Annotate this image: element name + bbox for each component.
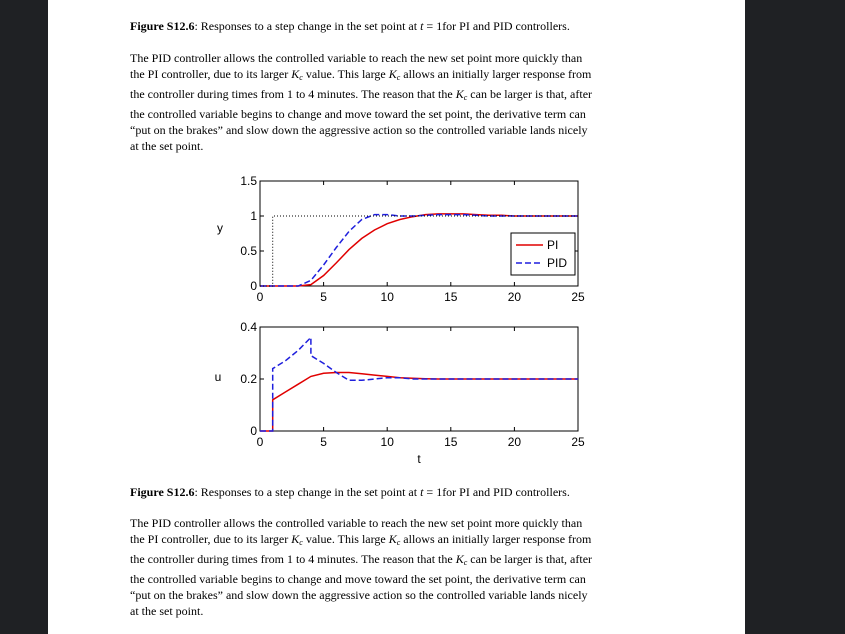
- caption-tail: = 1for PI and PID controllers.: [423, 485, 570, 499]
- figure-caption-bottom: [130, 484, 700, 500]
- y-tick-label: 0.2: [240, 372, 257, 386]
- gain-sub: c: [396, 73, 401, 82]
- legend-label-pid: PID: [547, 256, 568, 270]
- caption-variable: t: [420, 19, 424, 33]
- para-line: the controlled variable begins to change and move toward the set point, the derivative term can: [130, 572, 586, 586]
- caption-variable: t: [420, 485, 424, 499]
- para-text: the PI controller, due to its larger: [130, 67, 292, 81]
- para-line: The PID controller allows the controlled variable to reach the new set point more quickly than: [130, 516, 583, 530]
- gain-sub: c: [396, 538, 401, 547]
- para-line: The PID controller allows the controlled variable to reach the new set point more quickly than: [130, 51, 583, 65]
- para-text: allows an initially larger response from: [400, 67, 592, 81]
- x-tick-label: 25: [571, 290, 585, 304]
- legend-label-pi: PI: [547, 238, 559, 252]
- para-text: the controller during times from 1 to 4 minutes. The reason that the: [130, 87, 456, 101]
- gain-k: K: [388, 532, 397, 546]
- gain-k: K: [291, 532, 300, 546]
- y-axis-label: y: [217, 221, 223, 235]
- para-text: allows an initially larger response from: [400, 532, 592, 546]
- gain-symbol: [389, 532, 401, 546]
- gain-k: K: [388, 67, 397, 81]
- para-line: “put on the brakes” and slow down the aggressive action so the controlled variable lands nicely: [130, 123, 588, 137]
- x-tick-label: 5: [320, 290, 327, 304]
- caption-tail: = 1for PI and PID controllers.: [423, 19, 570, 33]
- figure-label: Figure S12.6: [130, 485, 195, 499]
- figure: [48, 0, 745, 480]
- caption-text: : Responses to a step change in the set point at: [194, 19, 421, 33]
- para-text: value. This large: [302, 67, 389, 81]
- y-tick-label: 0: [250, 424, 257, 438]
- para-line: [130, 551, 670, 571]
- y-axis-label: u: [214, 370, 222, 384]
- y-tick-label: 0: [250, 279, 257, 293]
- para-line: [130, 531, 670, 551]
- gain-k: K: [455, 552, 464, 566]
- chart-y-response: [217, 174, 585, 304]
- gain-sub: c: [463, 558, 468, 567]
- x-tick-label: 15: [444, 290, 458, 304]
- x-tick-label: 5: [320, 435, 327, 449]
- y-tick-label: 1: [250, 209, 257, 223]
- y-tick-label: 1.5: [240, 174, 257, 188]
- x-tick-label: 0: [256, 435, 264, 449]
- y-tick-label: 0.5: [240, 244, 257, 258]
- y-tick-label: 0.4: [240, 320, 257, 334]
- gain-k: K: [291, 67, 300, 81]
- para-text: the PI controller, due to its larger: [130, 532, 292, 546]
- x-tick-label: 25: [571, 435, 585, 449]
- para-text: can be larger is that, after: [467, 552, 593, 566]
- para-text: can be larger is that, after: [467, 87, 593, 101]
- gain-sub: c: [463, 93, 468, 102]
- x-tick-label: 0: [256, 290, 264, 304]
- x-tick-label: 20: [507, 435, 522, 449]
- gain-symbol: [291, 532, 303, 546]
- gain-sub: c: [299, 538, 303, 547]
- chart-u-response: [215, 320, 585, 466]
- x-tick-label: 15: [444, 435, 458, 449]
- figure-label: Figure S12.6: [130, 19, 195, 33]
- x-tick-label: 10: [380, 435, 394, 449]
- x-tick-label: 20: [507, 290, 522, 304]
- para-line: at the set point.: [130, 139, 204, 153]
- gain-symbol: [456, 552, 468, 566]
- paragraph-bottom: [130, 515, 670, 619]
- x-tick-label: 10: [380, 290, 394, 304]
- para-text: the controller during times from 1 to 4 minutes. The reason that the: [130, 552, 456, 566]
- document-page: [48, 0, 745, 634]
- gain-k: K: [455, 87, 464, 101]
- para-line: at the set point.: [130, 604, 204, 618]
- caption-text: : Responses to a step change in the set point at: [194, 485, 421, 499]
- para-line: the controlled variable begins to change and move toward the set point, the derivative term can: [130, 107, 586, 121]
- para-line: “put on the brakes” and slow down the aggressive action so the controlled variable lands nicely: [130, 588, 588, 602]
- gain-sub: c: [299, 73, 303, 82]
- para-text: value. This large: [302, 532, 389, 546]
- x-axis-label: t: [417, 452, 421, 466]
